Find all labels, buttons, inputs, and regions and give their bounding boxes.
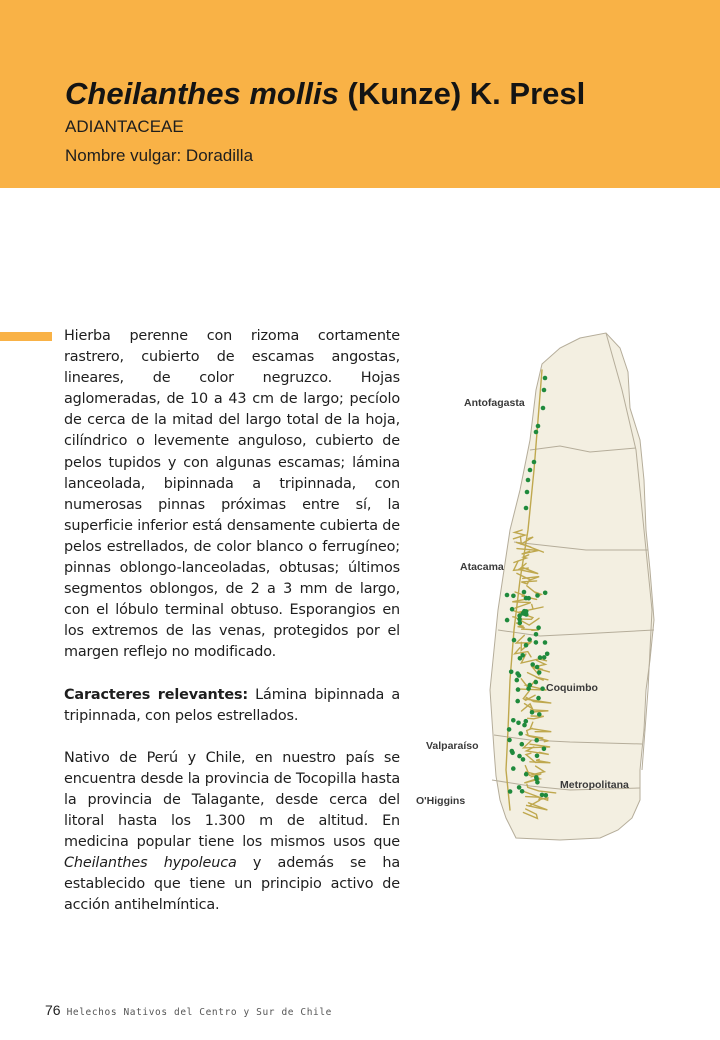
relevant-characters-paragraph xyxy=(64,685,400,727)
header-band xyxy=(0,0,720,188)
occurrence-point xyxy=(524,609,529,614)
occurrence-point xyxy=(536,625,541,630)
book-title: Helechos Nativos del Centro y Sur de Chile xyxy=(66,1007,332,1018)
occurrence-point xyxy=(543,591,548,596)
occurrence-point xyxy=(511,594,516,599)
occurrence-point xyxy=(518,731,523,736)
species-author: (Kunze) K. Presl xyxy=(338,76,586,111)
relevant-characters-label: Caracteres relevantes: xyxy=(64,686,248,703)
occurrence-point xyxy=(540,686,545,691)
occurrence-point xyxy=(537,670,542,675)
map-label-valparaiso: Valparaíso xyxy=(426,740,479,752)
occurrence-point xyxy=(510,607,515,612)
distribution-map xyxy=(410,330,710,850)
occurrence-point xyxy=(511,718,516,723)
distribution-text-2: y además se ha establecido que tiene un principio activo de acción antihelmíntica. xyxy=(64,855,400,914)
occurrence-point xyxy=(510,751,515,756)
occurrence-point xyxy=(541,406,546,411)
occurrence-point xyxy=(516,687,521,692)
occurrence-point xyxy=(516,721,521,726)
occurrence-point xyxy=(526,478,531,483)
occurrence-point xyxy=(544,793,549,798)
occurrence-point xyxy=(517,754,522,759)
occurrence-point xyxy=(507,727,512,732)
morphology-paragraph: Hierba perenne con rizoma cortamente rastrero, cubierto de escamas angostas, lineares, de color negruzco. Hojas aglomeradas, de 10 a 43 cm de largo; pecíolo de cerca de la mitad del largo total de la hoja, cilíndrico o levemente anguloso, cubierto de pelos tupidos y con algunas escamas; lámina lanceolada, bipinnada a tripinnada, con numerosas pinnas próximas entre sí, la superficie inferior está densamente cubierta de pelos estrellados, de color blanco o ferrugíneo; pinnas oblongo-lanceoladas, obtusas; últimos segmentos oblongos, de 2 a 3 mm de largo, con el lóbulo terminal obtuso. Esporangios en los extremos de las venas, protegidos por el margen reflejo no modificado. xyxy=(64,328,400,661)
occurrence-point xyxy=(542,747,547,752)
occurrence-point xyxy=(530,710,535,715)
occurrence-point xyxy=(522,590,527,595)
occurrence-point xyxy=(524,772,529,777)
occurrence-point xyxy=(515,671,520,676)
occurrence-point xyxy=(520,789,525,794)
occurrence-point xyxy=(524,506,529,511)
occurrence-point xyxy=(534,640,539,645)
occurrence-point xyxy=(528,468,533,473)
occurrence-point xyxy=(538,655,543,660)
map-label-coquimbo: Coquimbo xyxy=(546,682,598,694)
occurrence-point xyxy=(527,637,532,642)
occurrence-point xyxy=(532,460,537,465)
distribution-paragraph xyxy=(64,748,400,917)
occurrence-point xyxy=(535,665,540,670)
occurrence-point xyxy=(534,738,539,743)
occurrence-point xyxy=(508,789,513,794)
map-label-metropolitana: Metropolitana xyxy=(560,779,629,791)
occurrence-point xyxy=(509,670,514,675)
species-description xyxy=(64,326,400,937)
occurrence-point xyxy=(534,680,539,685)
occurrence-point xyxy=(534,430,539,435)
occurrence-point xyxy=(524,643,529,648)
distribution-text-1: Nativo de Perú y Chile, en nuestro país se encuentra desde la provincia de Tocopilla hasta la provincia de Talagante, desde cerca del litoral hasta los 1.300 m de altitud. En medicina popular tiene los mismos usos que xyxy=(64,749,400,851)
occurrence-point xyxy=(517,617,522,622)
occurrence-point xyxy=(537,712,542,717)
species-title xyxy=(65,76,585,112)
occurrence-point xyxy=(535,754,540,759)
occurrence-point xyxy=(535,593,540,598)
occurrence-point xyxy=(518,656,523,661)
occurrence-point xyxy=(524,719,529,724)
occurrence-point xyxy=(542,655,547,660)
occurrence-point xyxy=(505,618,510,623)
occurrence-point xyxy=(528,683,533,688)
occurrence-point xyxy=(545,652,550,657)
page-number: 76 xyxy=(45,1002,61,1018)
occurrence-point xyxy=(521,757,526,762)
occurrence-point xyxy=(520,742,525,747)
occurrence-point xyxy=(511,766,516,771)
map-label-ohiggins: O'Higgins xyxy=(416,795,466,807)
occurrence-point xyxy=(522,723,527,728)
occurrence-point xyxy=(542,388,547,393)
relevant-characters-text: Lámina bipinnada a tripinnada, con pelos estrellados. xyxy=(64,686,400,724)
occurrence-point xyxy=(517,785,522,790)
occurrence-point xyxy=(505,593,510,598)
scientific-name: Cheilanthes mollis xyxy=(65,76,339,111)
occurrence-point xyxy=(534,775,539,780)
occurrence-point xyxy=(512,638,517,643)
occurrence-point xyxy=(536,696,541,701)
distribution-species-ref: Cheilanthes hypoleuca xyxy=(64,855,237,872)
map-label-atacama: Atacama xyxy=(460,561,504,573)
section-accent-bar xyxy=(0,332,52,341)
common-name: Nombre vulgar: Doradilla xyxy=(65,146,254,165)
page-footer xyxy=(45,1002,332,1020)
occurrence-point xyxy=(507,738,512,743)
occurrence-point xyxy=(534,632,539,637)
occurrence-point xyxy=(543,376,548,381)
occurrence-point xyxy=(525,490,530,495)
occurrence-point xyxy=(530,662,535,667)
occurrence-point xyxy=(535,780,540,785)
occurrence-point xyxy=(515,699,520,704)
occurrence-point xyxy=(543,640,548,645)
occurrence-point xyxy=(515,678,520,683)
map-land xyxy=(490,333,654,840)
occurrence-point xyxy=(526,596,531,601)
map-label-antofagasta: Antofagasta xyxy=(464,397,525,409)
family-name: ADIANTACEAE xyxy=(65,117,184,136)
occurrence-point xyxy=(536,424,541,429)
